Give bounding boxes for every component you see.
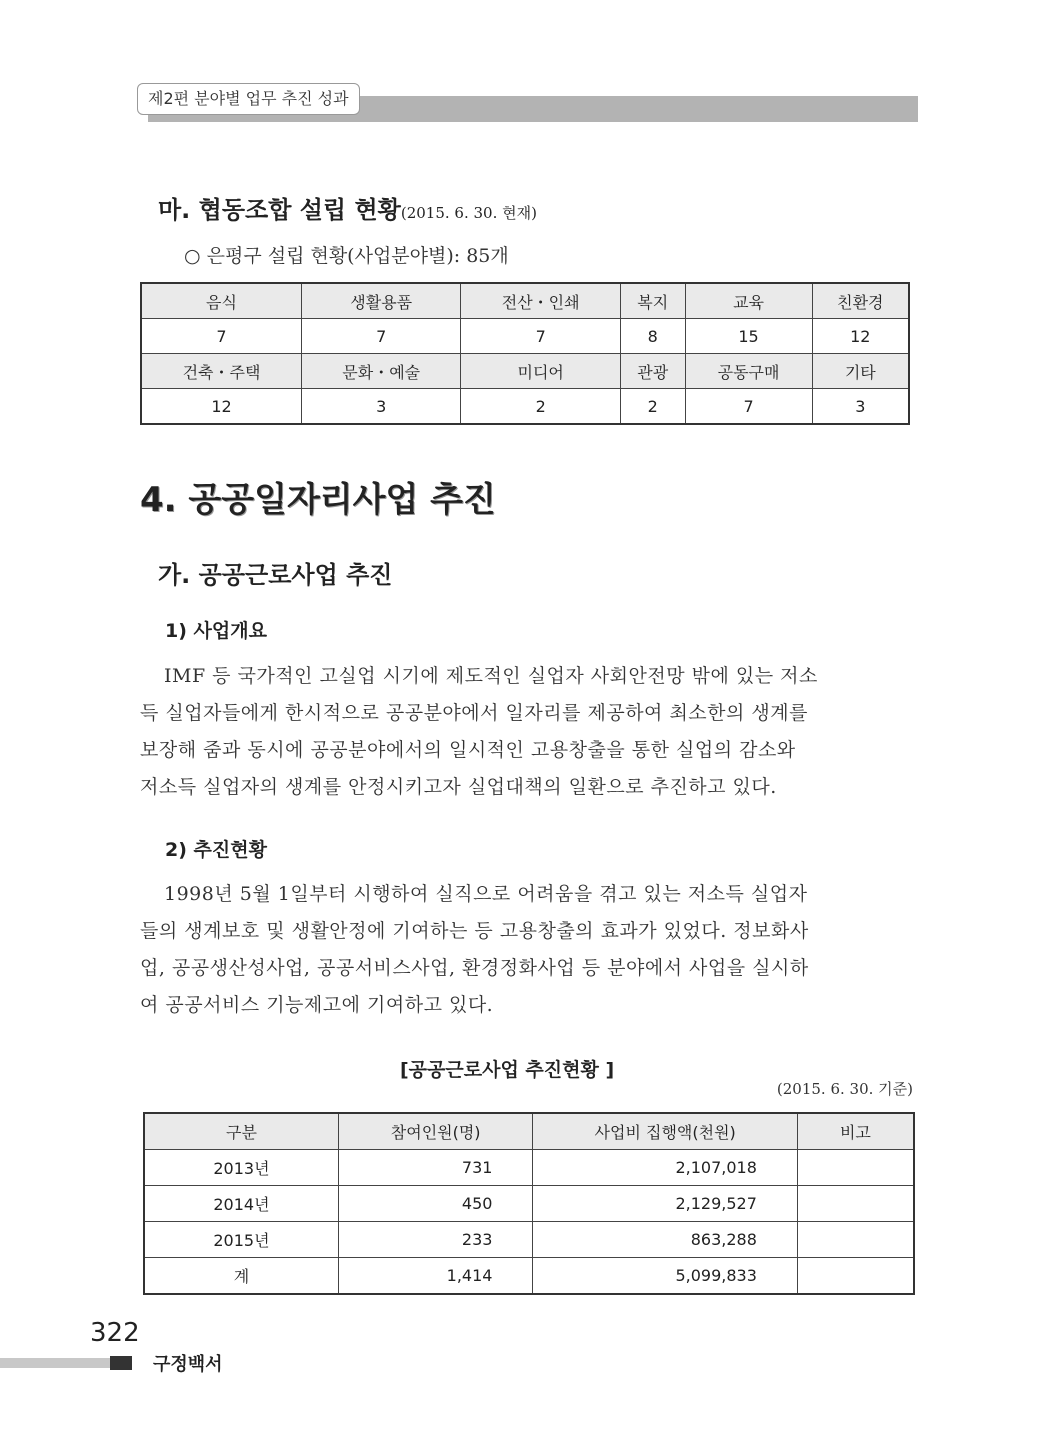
cell: 공동구매 — [685, 354, 812, 389]
status-line: 업, 공공생산성사업, 공공서비스사업, 환경정화사업 등 분야에서 사업을 실시하 — [140, 957, 809, 979]
cell: 2,107,018 — [533, 1150, 797, 1186]
table-row — [144, 1222, 914, 1258]
cell: 2015년 — [144, 1222, 338, 1258]
coop-date: (2015. 6. 30. 현재) — [400, 204, 537, 222]
work-table — [143, 1112, 915, 1295]
status-paragraph — [140, 876, 915, 1024]
cell — [797, 1222, 914, 1258]
table-row — [144, 1150, 914, 1186]
work-table-date: (2015. 6. 30. 기준) — [776, 1080, 913, 1098]
page-number: 322 — [90, 1318, 140, 1348]
work-table-caption: [공공근로사업 추진현황 ] — [400, 1059, 615, 1081]
cell: 12 — [141, 389, 301, 425]
cell: 기타 — [812, 354, 909, 389]
cell: 7 — [301, 319, 460, 354]
status-line: 여 공공서비스 기능제고에 기여하고 있다. — [140, 994, 494, 1016]
cell: 233 — [338, 1222, 533, 1258]
overview-line: 득 실업자들에게 한시적으로 공공분야에서 일자리를 제공하여 최소한의 생계를 — [140, 702, 808, 724]
status-title: 2) 추진현황 — [165, 839, 267, 861]
coop-row-head-1 — [141, 283, 909, 319]
cell: 1,414 — [338, 1258, 533, 1295]
cell: 2014년 — [144, 1186, 338, 1222]
cell: 3 — [301, 389, 460, 425]
cell: 음식 — [141, 283, 301, 319]
coop-heading — [158, 190, 537, 225]
overview-line: 보장해 줌과 동시에 공공분야에서의 일시적인 고용창출을 통한 실업의 감소와 — [140, 739, 796, 761]
cell: 교육 — [685, 283, 812, 319]
cell: 건축・주택 — [141, 354, 301, 389]
cell: 2013년 — [144, 1150, 338, 1186]
coop-table — [140, 282, 910, 425]
cell: 2 — [461, 389, 620, 425]
cell: 863,288 — [533, 1222, 797, 1258]
cell — [797, 1258, 914, 1295]
cell — [797, 1186, 914, 1222]
cell: 관광 — [620, 354, 685, 389]
cell: 2,129,527 — [533, 1186, 797, 1222]
coop-title: 마. 협동조합 설립 현황 — [158, 196, 401, 224]
cell: 생활용품 — [301, 283, 460, 319]
coop-row-head-2 — [141, 354, 909, 389]
cell: 3 — [812, 389, 909, 425]
cell: 7 — [685, 389, 812, 425]
cell: 5,099,833 — [533, 1258, 797, 1295]
cell: 문화・예술 — [301, 354, 460, 389]
cell: 미디어 — [461, 354, 620, 389]
overview-line: 저소득 실업자의 생계를 안정시키고자 실업대책의 일환으로 추진하고 있다. — [140, 776, 777, 798]
cell: 8 — [620, 319, 685, 354]
cell: 7 — [141, 319, 301, 354]
table-row — [144, 1258, 914, 1295]
cell: 2 — [620, 389, 685, 425]
column-header: 참여인원(명) — [338, 1113, 533, 1150]
status-line: 들의 생계보호 및 생활안정에 기여하는 등 고용창출의 효과가 있었다. 정보화사 — [140, 920, 809, 942]
cell — [797, 1150, 914, 1186]
cell: 450 — [338, 1186, 533, 1222]
work-table-header — [144, 1113, 914, 1150]
coop-row-vals-2 — [141, 389, 909, 425]
cell: 친환경 — [812, 283, 909, 319]
cell: 731 — [338, 1150, 533, 1186]
overview-title: 1) 사업개요 — [165, 620, 267, 642]
header-section-label: 제2편 분야별 업무 추진 성과 — [137, 83, 360, 115]
section-4-title: 4. 공공일자리사업 추진 — [140, 480, 496, 520]
coop-row-vals-1 — [141, 319, 909, 354]
column-header: 구분 — [144, 1113, 338, 1150]
column-header: 사업비 집행액(천원) — [533, 1113, 797, 1150]
cell: 7 — [461, 319, 620, 354]
cell: 15 — [685, 319, 812, 354]
book-title: 구정백서 — [153, 1354, 223, 1375]
footer-block — [110, 1356, 132, 1370]
status-line: 1998년 5월 1일부터 시행하여 실직으로 어려움을 겪고 있는 저소득 실업자 — [164, 883, 808, 905]
cell: 계 — [144, 1258, 338, 1295]
subsection-ga-title: 가. 공공근로사업 추진 — [158, 561, 393, 589]
cell: 12 — [812, 319, 909, 354]
table-row — [144, 1186, 914, 1222]
overview-paragraph — [140, 658, 915, 806]
coop-bullet: ○ 은평구 설립 현황(사업분야별): 85개 — [184, 245, 509, 267]
cell: 전산・인쇄 — [461, 283, 620, 319]
cell: 복지 — [620, 283, 685, 319]
column-header: 비고 — [797, 1113, 914, 1150]
overview-line: IMF 등 국가적인 고실업 시기에 제도적인 실업자 사회안전망 밖에 있는 저소 — [164, 665, 818, 687]
